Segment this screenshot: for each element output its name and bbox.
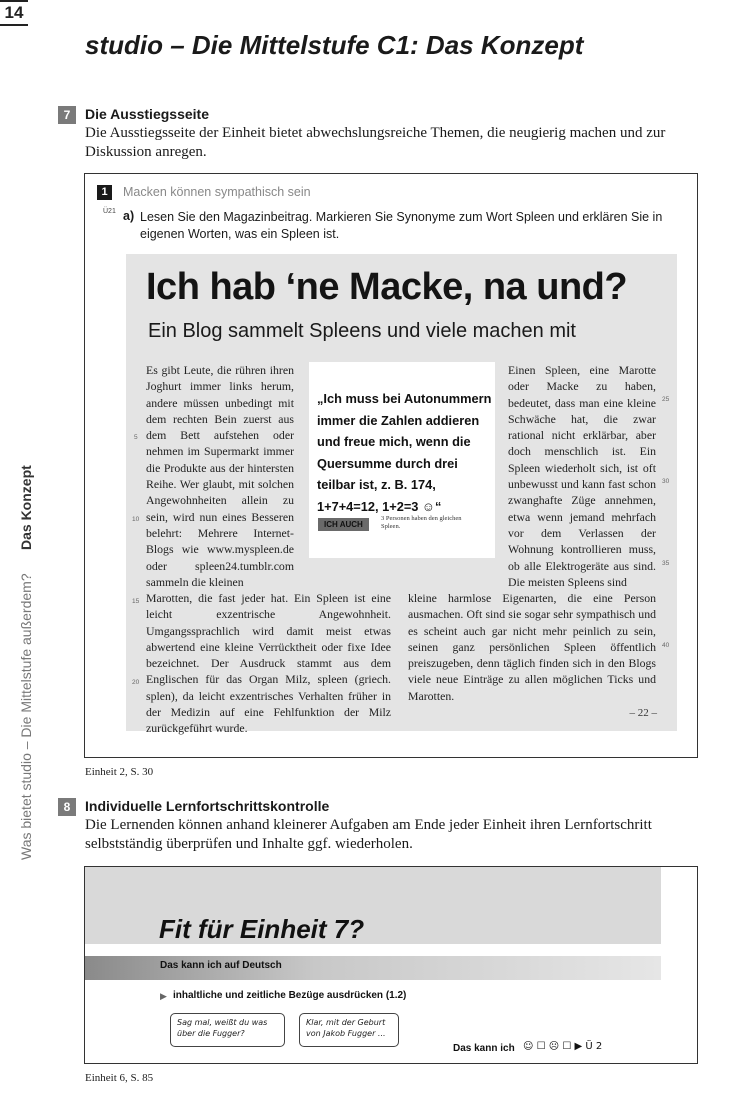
line-number: 25 (662, 396, 670, 403)
page-number: 14 (0, 0, 28, 26)
quote-text: „Ich muss bei Autonummern immer die Zahlen addieren und freue mich, wenn die Quersumme durch drei teilbar ist, z. B. 174, 1+7+4=12, 1+2=3 ☺“ (317, 391, 492, 514)
caption-unit-6: Einheit 6, S. 85 (85, 1072, 154, 1084)
exercise-title: Macken können sympathisch sein (123, 185, 311, 199)
article-column-right: Einen Spleen, eine Marotte oder Macke zu haben, bedeutet, dass man eine kleine Schwäche hat, die zwar rational nicht erklärbar, aber doch menschlich ist. Ein Spleen wiederholt sich, ist oft unbewusst und kann fast schon zwanghafte Züge annehmen, etwa wenn jemand mehrfach vor dem Verlassen der Wohnung kontrollieren muss, ob alle Elektrogeräte aus sind. Die meisten Spleens sind (508, 363, 656, 589)
speech-bubble-answer: Klar, mit der Geburt von Jakob Fugger ... (299, 1013, 399, 1047)
exercise-frame (84, 173, 698, 758)
section-8-text: Die Lernenden können anhand kleinerer Aufgaben am Ende jeder Einheit ihren Lernfortschritt selbstständig überprüfen und Inhalte ggf. wiederholen. (85, 817, 652, 852)
caption-unit-2: Einheit 2, S. 30 (85, 766, 154, 778)
line-number: 30 (662, 478, 670, 485)
article-bottom-left: Marotten, die fast jeder hat. Ein Spleen ist eine leicht exzentrische Angewohnheit. Umgangssprachlich wird damit meist etwas abwertend eine kleine Verrücktheit oder fixe Idee bezeichnet. Der Ausdruck stammt aus dem Englischen für das Organ Milz, spleen (griech. splen), da leicht exzentrisches Verhalten früher in der Medizin auf eine Fehlfunktion der Milz zurückgeführt wurde. (146, 591, 391, 736)
fit-subheading-bar (85, 956, 661, 980)
section-7-number: 7 (58, 106, 76, 124)
speech-bubble-question: Sag mal, weißt du was über die Fugger? (170, 1013, 285, 1047)
fit-title: Fit für Einheit 7? (159, 914, 365, 944)
side-chapter-label: Das Konzept (18, 465, 34, 550)
ich-auch-note: 3 Personen haben den gleichen Spleen. (381, 515, 462, 530)
section-8-number: 8 (58, 798, 76, 816)
exercise-instruction: Lesen Sie den Magazinbeitrag. Markieren Sie Synonyme zum Wort Spleen und erklären Sie in eigenen Worten, was ein Spleen ist. (140, 210, 663, 241)
quote-box (309, 362, 495, 558)
side-section-title: Was bietet studio – Die Mittelstufe außerdem? (18, 573, 34, 860)
article-headline: Ich hab ‘ne Macke, na und? (146, 266, 628, 308)
exercise-letter: a) (123, 209, 135, 223)
line-number: 35 (662, 560, 670, 567)
exercise-reference: Ü21 (103, 208, 116, 215)
line-number: 20 (132, 679, 140, 686)
can-do-label: Das kann ich (453, 1043, 515, 1054)
line-number: 15 (132, 598, 140, 605)
exercise-number: 1 (97, 185, 112, 200)
article-subheadline: Ein Blog sammelt Spleens und viele machen mit (148, 320, 576, 342)
self-rating-icons: ☺ ☐ ☹ ☐ ▶ Ü 2 (523, 1041, 603, 1052)
bullet-arrow-icon: ▶ (160, 991, 167, 1001)
line-number: 5 (134, 434, 138, 441)
section-7-text: Die Ausstiegsseite der Einheit bietet abwechslungsreiche Themen, die neugierig machen und zur Diskussion anregen. (85, 125, 666, 160)
section-8-heading: Individuelle Lernfortschrittskontrolle (85, 798, 330, 814)
line-number: 40 (662, 642, 670, 649)
line-number: 10 (132, 516, 140, 523)
magazine-article (126, 254, 677, 736)
page-title: studio – Die Mittelstufe C1: Das Konzept (85, 30, 584, 60)
section-7-heading: Die Ausstiegsseite (85, 106, 209, 122)
fit-subheading: Das kann ich auf Deutsch (160, 960, 282, 971)
article-bottom-right: kleine harmlose Eigenarten, die eine Person ausmachen. Oft sind sie sogar sehr sympathisch und es scheint auch gar nicht mehr peinlich zu sein, seinen ganz persönlichen Spleen öffentlich preiszugeben, denn täglich finden sich in den Blogs viele neue Einträge zu allen möglichen Ticks und Marotten. (408, 591, 656, 703)
ich-auch-badge: ICH AUCH (318, 518, 369, 531)
article-column-left: Es gibt Leute, die rühren ihren Joghurt immer links herum, andere müssen unbedingt mit dem rechten Bein zuerst aus dem Bett aufstehen oder nehmen im Supermarkt immer die Produkte aus der hintersten Reihe. Wer glaubt, mit solchen Angewohnheiten allein zu sein, wird nun eines Besseren belehrt: Mehrere Internet-Blogs wie www.myspleen.de oder spleen24.tumblr.com sammeln die kleinen (146, 363, 294, 589)
fit-task: inhaltliche und zeitliche Bezüge ausdrücken (1.2) (173, 990, 407, 1001)
article-page-number: – 22 – (629, 707, 657, 719)
fit-frame (84, 866, 698, 1064)
